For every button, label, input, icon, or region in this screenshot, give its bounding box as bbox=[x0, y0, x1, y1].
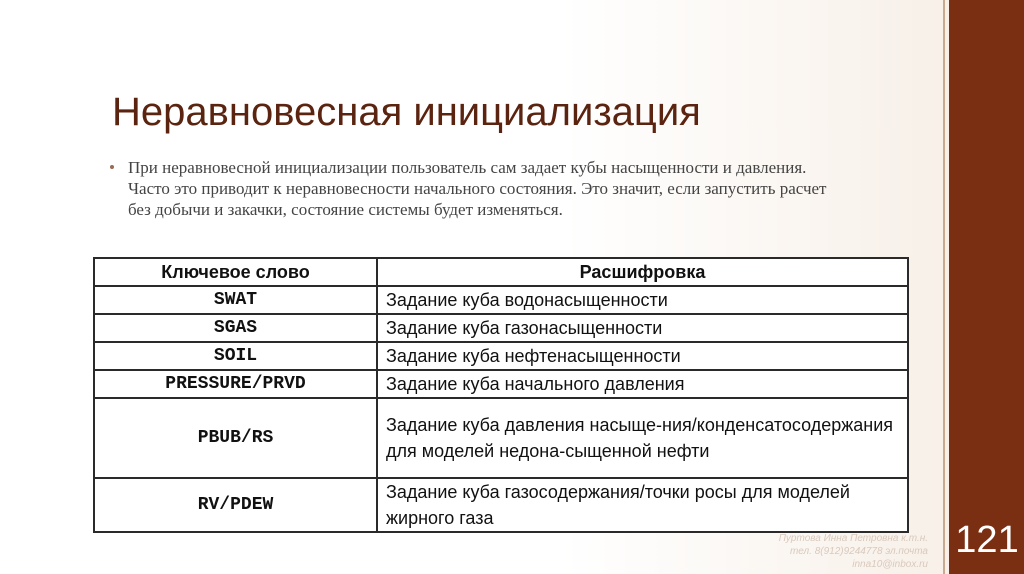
footer-author: Пуртова Инна Петровна к.т.н. bbox=[778, 533, 928, 544]
bullet-item bbox=[110, 157, 850, 220]
keyword-cell: SOIL bbox=[94, 342, 377, 370]
accent-sidebar bbox=[949, 0, 1024, 574]
table-row bbox=[94, 478, 908, 532]
sidebar-divider bbox=[943, 0, 945, 574]
keyword-cell: PRESSURE/PRVD bbox=[94, 370, 377, 398]
table-header-row bbox=[94, 258, 908, 286]
description-cell: Задание куба начального давления bbox=[377, 370, 908, 398]
table-row bbox=[94, 286, 908, 314]
slide-title: Неравновесная инициализация bbox=[112, 90, 701, 134]
bullet-dot-icon bbox=[110, 165, 114, 169]
description-cell: Задание куба водонасыщенности bbox=[377, 286, 908, 314]
table-row bbox=[94, 370, 908, 398]
footer-contact: тел. 8(912)9244778 эл.почта bbox=[789, 546, 928, 557]
footer-email: inna10@inbox.ru bbox=[852, 559, 928, 570]
keyword-cell: SWAT bbox=[94, 286, 377, 314]
column-header-keyword: Ключевое слово bbox=[94, 258, 377, 286]
keyword-cell: RV/PDEW bbox=[94, 478, 377, 532]
description-cell: Задание куба давления насыще-ния/конденсатосодержания для моделей недона-сыщенной нефти bbox=[377, 398, 908, 478]
description-cell: Задание куба газонасыщенности bbox=[377, 314, 908, 342]
description-cell: Задание куба нефтенасыщенности bbox=[377, 342, 908, 370]
bullet-text: При неравновесной инициализации пользователь сам задает кубы насыщенности и давления. Часто это приводит к неравновесности начального состояния. Это значит, если запустить расчет без добычи и закачки, состояние системы будет изменяться. bbox=[128, 158, 827, 219]
description-cell: Задание куба газосодержания/точки росы для моделей жирного газа bbox=[377, 478, 908, 532]
table-row bbox=[94, 398, 908, 478]
keyword-table bbox=[93, 257, 909, 533]
column-header-description: Расшифровка bbox=[377, 258, 908, 286]
page-number: 121 bbox=[955, 519, 1019, 561]
author-footer bbox=[700, 532, 928, 571]
table-row bbox=[94, 342, 908, 370]
keyword-cell: PBUB/RS bbox=[94, 398, 377, 478]
table-row bbox=[94, 314, 908, 342]
keyword-cell: SGAS bbox=[94, 314, 377, 342]
